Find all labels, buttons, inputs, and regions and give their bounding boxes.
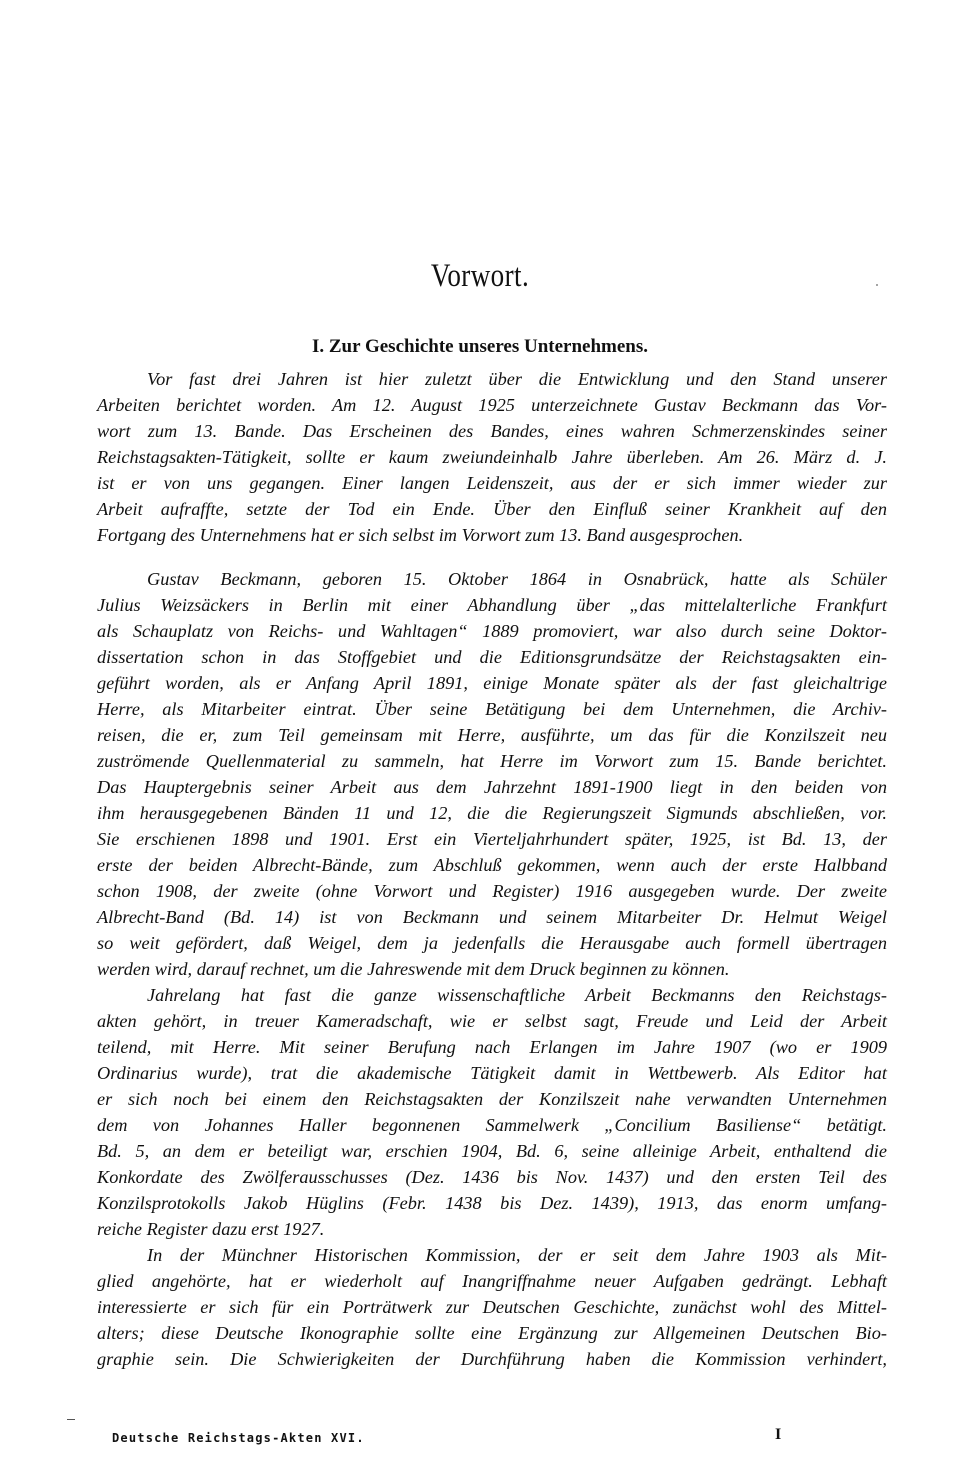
text-line: ihm herausgegebenen Bänden 11 und 12, die die Regierungszeit Sigmunds abschließen, vor. bbox=[97, 803, 887, 823]
paragraph-gap bbox=[97, 548, 887, 566]
text-line: Konkordate des Zwölferausschusses (Dez. 1436 bis Nov. 1437) und den ersten Teil des bbox=[97, 1167, 887, 1187]
text-line: interessierte er sich für ein Porträtwerk zur Deutschen Geschichte, zunächst wohl des Mittel- bbox=[97, 1297, 887, 1317]
text-line: wort zum 13. Bande. Das Erscheinen des Bandes, eines wahren Schmerzenskindes seiner bbox=[97, 421, 887, 441]
text-line: werden wird, darauf rechnet, um die Jahreswende mit dem Druck beginnen zu können. bbox=[97, 959, 730, 979]
text-line: schon 1908, der zweite (ohne Vorwort und Register) 1916 ausgegeben wurde. Der zweite bbox=[97, 881, 887, 901]
text-line: reisen, die er, zum Teil gemeinsam mit Herre, ausführte, um das für die Konzilszeit neu bbox=[97, 725, 887, 745]
text-line: erste der beiden Albrecht-Bände, zum Abschluß gekommen, wenn auch der erste Halbband bbox=[97, 855, 887, 875]
text-line: dissertation schon in das Stoffgebiet und die Editionsgrundsätze der Reichstagsakten ein- bbox=[97, 647, 887, 667]
margin-dash bbox=[67, 1419, 75, 1420]
text-line: Arbeit aufraffte, setzte der Tod ein Ende. Über den Einfluß seiner Krankheit auf den bbox=[97, 499, 887, 519]
paragraph bbox=[97, 1242, 887, 1372]
footer-signature-mark: I bbox=[775, 1426, 782, 1443]
text-line: Fortgang des Unternehmens hat er sich selbst im Vorwort zum 13. Band ausgesprochen. bbox=[97, 525, 744, 545]
text-line: ist er von uns gegangen. Einer langen Leidenszeit, aus der er sich immer wieder zur bbox=[97, 473, 887, 493]
page-title: Vorwort. bbox=[430, 258, 530, 294]
text-line: so weit gefördert, daß Weigel, dem ja jedenfalls die Herausgabe auch formell übertragen bbox=[97, 933, 887, 953]
section-heading: I. Zur Geschichte unseres Unternehmens. bbox=[311, 336, 649, 357]
text-line: als Schauplatz von Reichs- und Wahltagen“ 1889 promoviert, war also durch seine Doktor- bbox=[97, 621, 887, 641]
text-line: reiche Register dazu erst 1927. bbox=[97, 1219, 325, 1239]
text-line: Konzilsprotokolls Jakob Hüglins (Febr. 1438 bis Dez. 1439), 1913, das enorm umfang- bbox=[97, 1193, 887, 1213]
text-line: geführt worden, als er Anfang April 1891, einige Monate später als der fast gleichaltrige bbox=[97, 673, 887, 693]
paragraph bbox=[97, 982, 887, 1242]
paragraph bbox=[97, 366, 887, 548]
text-line: Albrecht-Band (Bd. 14) ist von Beckmann und seinem Mitarbeiter Dr. Helmut Weigel bbox=[97, 907, 887, 927]
text-line: akten gehört, in treuer Kameradschaft, wie er selbst sagt, Freude und Leid der Arbeit bbox=[97, 1011, 887, 1031]
text-line: Arbeiten berichtet worden. Am 12. August 1925 unterzeichnete Gustav Beckmann das Vor- bbox=[97, 395, 887, 415]
text-line: Das Hauptergebnis seiner Arbeit aus dem Jahrzehnt 1891-1900 liegt in den beiden von bbox=[97, 777, 887, 797]
text-line: In der Münchner Historischen Kommission, der er seit dem Jahre 1903 als Mit- bbox=[147, 1245, 887, 1265]
speck-mark bbox=[876, 284, 878, 286]
text-line: alters; diese Deutsche Ikonographie sollte eine Ergänzung zur Allgemeinen Deutschen Bio- bbox=[97, 1323, 887, 1343]
text-line: er sich noch bei einem den Reichstagsakten der Konzilszeit nahe verwandten Unternehmen bbox=[97, 1089, 887, 1109]
text-line: Reichstagsakten-Tätigkeit, sollte er kaum zweiundeinhalb Jahre überleben. Am 26. März d. J. bbox=[97, 447, 887, 467]
text-line: Gustav Beckmann, geboren 15. Oktober 1864 in Osnabrück, hatte als Schüler bbox=[147, 569, 887, 589]
text-line: zuströmende Quellenmaterial zu sammeln, hat Herre im Vorwort zum 15. Bande berichtet. bbox=[97, 751, 887, 771]
text-line: Ordinarius wurde), trat die akademische Tätigkeit damit in Wettbewerb. Als Editor hat bbox=[97, 1063, 887, 1083]
text-line: Jahrelang hat fast die ganze wissenschaftliche Arbeit Beckmanns den Reichstags- bbox=[147, 985, 887, 1005]
text-line: Vor fast drei Jahren ist hier zuletzt über die Entwicklung und den Stand unserer bbox=[147, 369, 887, 389]
text-line: Herre, als Mitarbeiter eintrat. Über seine Betätigung bei dem Unternehmen, die Archiv- bbox=[97, 699, 887, 719]
footer-series-title: Deutsche Reichstags-Akten XVI. bbox=[112, 1431, 365, 1445]
text-line: dem von Johannes Haller begonnenen Sammelwerk „Concilium Basiliense“ betätigt. bbox=[97, 1115, 887, 1135]
paragraph bbox=[97, 566, 887, 982]
body-text bbox=[97, 366, 887, 1372]
text-line: Sie erschienen 1898 und 1901. Erst ein Vierteljahrhundert später, 1925, ist Bd. 13, der bbox=[97, 829, 887, 849]
text-line: teilend, mit Herre. Mit seiner Berufung nach Erlangen im Jahre 1907 (wo er 1909 bbox=[97, 1037, 887, 1057]
text-line: graphie sein. Die Schwierigkeiten der Durchführung haben die Kommission verhindert, bbox=[97, 1349, 887, 1369]
text-line: glied angehörte, hat er wiederholt auf Inangriffnahme neuer Aufgaben gedrängt. Lebhaft bbox=[97, 1271, 887, 1291]
text-line: Julius Weizsäckers in Berlin mit einer Abhandlung über „das mittelalterliche Frankfurt bbox=[97, 595, 887, 615]
text-line: Bd. 5, an dem er beteiligt war, erschien 1904, Bd. 6, seine alleinige Arbeit, enthaltend die bbox=[97, 1141, 887, 1161]
